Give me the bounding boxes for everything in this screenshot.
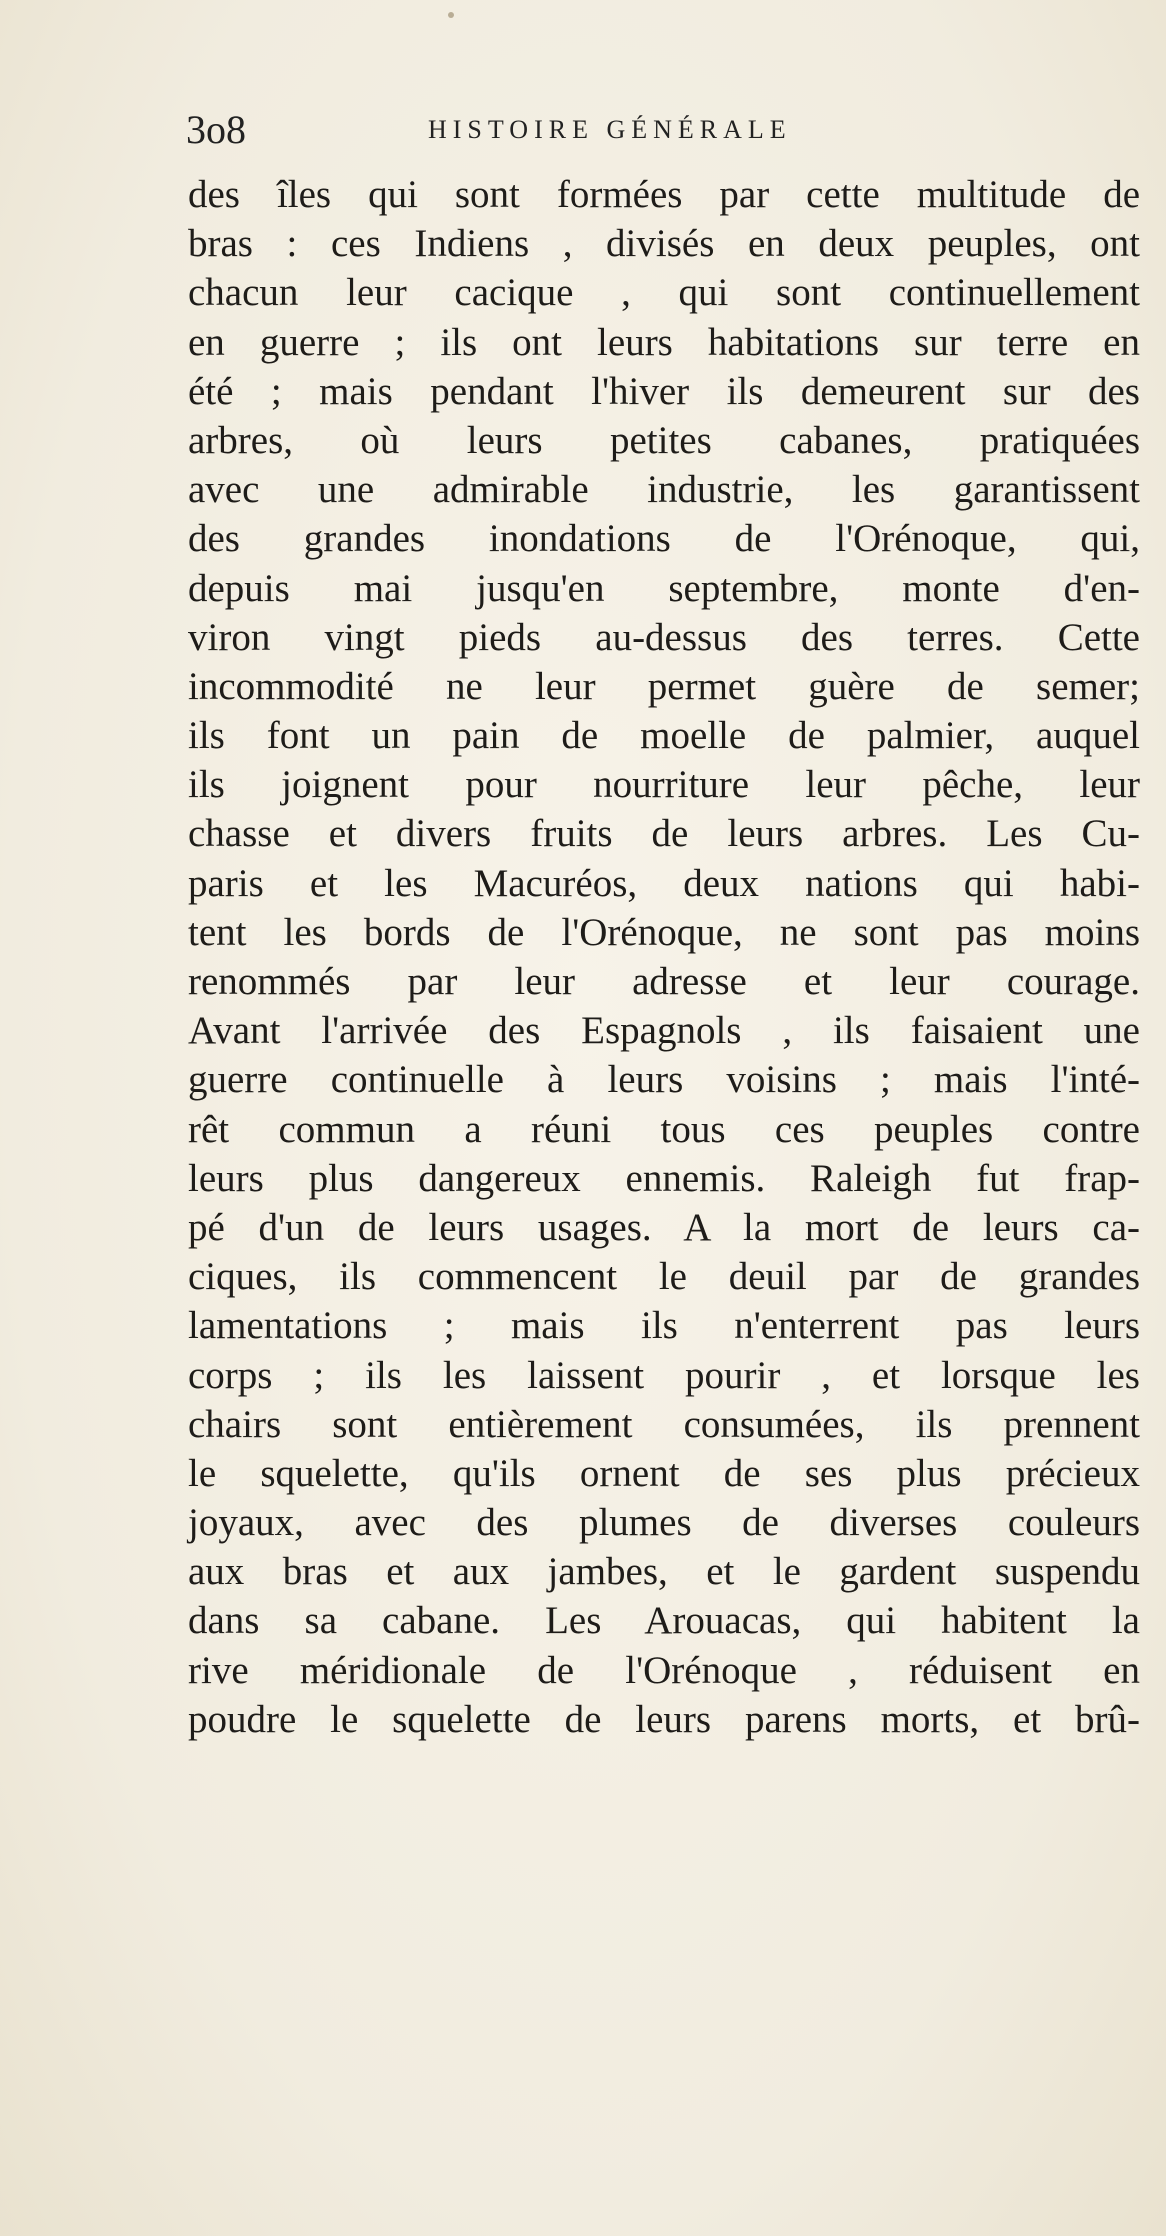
paper-spot — [448, 12, 454, 18]
text-line: bras : ces Indiens , divisés en deux peuples, ont — [188, 222, 1140, 266]
running-head-title: HISTOIRE GÉNÉRALE — [428, 115, 792, 144]
text-line: poudre le squelette de leurs parens morts, et brû- — [188, 1697, 1140, 1741]
text-line: joyaux, avec des plumes de diverses couleurs — [188, 1501, 1140, 1545]
text-line: renommés par leur adresse et leur courage. — [188, 960, 1140, 1003]
text-line: corps ; ils les laissent pourir , et lorsque les — [188, 1353, 1140, 1397]
text-line: chairs sont entièrement consumées, ils prennent — [188, 1402, 1140, 1446]
text-line: leurs plus dangereux ennemis. Raleigh fut frap- — [188, 1156, 1140, 1200]
running-head — [186, 100, 956, 160]
page-number: 3o8 — [186, 107, 246, 152]
text-line: en guerre ; ils ont leurs habitations sur terre en — [188, 320, 1140, 364]
text-line: guerre continuelle à leurs voisins ; mais l'inté- — [188, 1058, 1140, 1102]
text-line: paris et les Macuréos, deux nations qui habi- — [188, 861, 1140, 905]
text-line: été ; mais pendant l'hiver ils demeurent sur des — [188, 369, 1140, 413]
text-line: ils font un pain de moelle de palmier, auquel — [188, 714, 1140, 758]
text-line: rêt commun a réuni tous ces peuples contre — [188, 1107, 1140, 1151]
text-line: des grandes inondations de l'Orénoque, qui, — [188, 517, 1140, 561]
text-line: ciques, ils commencent le deuil par de grandes — [188, 1255, 1140, 1299]
text-line: rive méridionale de l'Orénoque , réduisent en — [188, 1648, 1140, 1692]
text-line: ils joignent pour nourriture leur pêche, leur — [188, 763, 1140, 807]
text-line: depuis mai jusqu'en septembre, monte d'en- — [188, 566, 1140, 610]
text-line: tent les bords de l'Orénoque, ne sont pas moins — [188, 910, 1140, 954]
text-line: Avant l'arrivée des Espagnols , ils faisaient une — [188, 1009, 1140, 1053]
body-text — [188, 170, 1140, 1744]
text-line: viron vingt pieds au-dessus des terres. Cette — [188, 615, 1140, 659]
text-line: dans sa cabane. Les Arouacas, qui habitent la — [188, 1599, 1140, 1643]
text-line: lamentations ; mais ils n'enterrent pas leurs — [188, 1304, 1140, 1348]
text-line: pé d'un de leurs usages. A la mort de leurs ca- — [188, 1205, 1140, 1249]
text-line: des îles qui sont formées par cette multitude de — [188, 173, 1140, 216]
text-line: incommodité ne leur permet guère de semer; — [188, 664, 1140, 708]
text-line: chacun leur cacique , qui sont continuellement — [188, 271, 1140, 315]
text-line: avec une admirable industrie, les garantissent — [188, 468, 1140, 512]
text-line: arbres, où leurs petites cabanes, pratiquées — [188, 418, 1140, 462]
text-line: le squelette, qu'ils ornent de ses plus précieux — [188, 1451, 1140, 1495]
text-line: aux bras et aux jambes, et le gardent suspendu — [188, 1550, 1140, 1594]
text-line: chasse et divers fruits de leurs arbres. Les Cu- — [188, 812, 1140, 856]
